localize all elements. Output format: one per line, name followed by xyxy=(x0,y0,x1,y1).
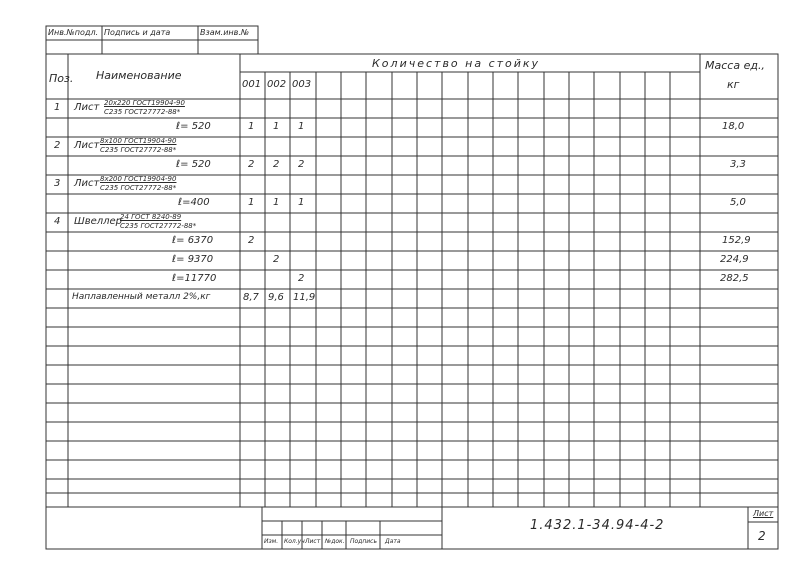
weld-metal-q3: 11,9 xyxy=(293,292,316,303)
weld-metal-q2: 9,6 xyxy=(268,292,284,303)
row-4c-q3: 2 xyxy=(298,273,305,284)
row-2-pos: 2 xyxy=(54,140,61,151)
row-2-mass: 3,3 xyxy=(730,159,746,170)
header-quantity: Количество на стойку xyxy=(372,57,541,70)
row-3-length: ℓ=400 xyxy=(178,197,210,208)
row-4c-length: ℓ=11770 xyxy=(172,273,217,284)
footer-col-change: Изм. xyxy=(264,538,279,545)
header-variant-003: 003 xyxy=(292,79,312,90)
row-4c-mass: 282,5 xyxy=(720,273,749,284)
row-1-length: ℓ= 520 xyxy=(176,121,211,132)
row-4b-q2: 2 xyxy=(273,254,280,265)
row-3-q2: 1 xyxy=(273,197,280,208)
row-1-prefix: Лист xyxy=(74,102,100,113)
footer-col-count: Кол.уч xyxy=(284,538,305,545)
header-variant-002: 002 xyxy=(267,79,287,90)
row-4a-mass: 152,9 xyxy=(722,235,751,246)
row-2-spec-bottom: С235 ГОСТ27772-88* xyxy=(100,146,177,154)
footer-col-signature: Подпись xyxy=(350,538,377,545)
header-pos: Поз. xyxy=(49,72,74,85)
row-4-spec-top: 24 ГОСТ 8240-89 xyxy=(120,213,182,221)
header-name: Наименование xyxy=(96,69,182,82)
row-1-pos: 1 xyxy=(54,102,61,113)
row-4-prefix: Швеллер xyxy=(74,216,123,227)
row-3-q3: 1 xyxy=(298,197,305,208)
row-3-mass: 5,0 xyxy=(730,197,746,208)
row-3-q1: 1 xyxy=(248,197,255,208)
row-3-spec-top: 8х200 ГОСТ19904-90 xyxy=(100,175,177,183)
row-2-q3: 2 xyxy=(298,159,305,170)
row-1-mass: 18,0 xyxy=(722,121,745,132)
weld-metal-q1: 8,7 xyxy=(243,292,259,303)
row-1-q3: 1 xyxy=(298,121,305,132)
row-2-length: ℓ= 520 xyxy=(176,159,211,170)
row-4a-q1: 2 xyxy=(248,235,255,246)
row-4-pos: 4 xyxy=(54,216,61,227)
footer-col-sheet: Лист xyxy=(305,538,321,545)
row-2-prefix: Лист xyxy=(74,140,100,151)
sheet-number: 2 xyxy=(758,529,766,543)
header-variant-001: 001 xyxy=(242,79,262,90)
row-1-q2: 1 xyxy=(273,121,280,132)
footer-col-date: Дата xyxy=(385,538,401,545)
row-4b-mass: 224,9 xyxy=(720,254,749,265)
stamp-inv-no: Инв.№подл. xyxy=(48,28,99,37)
row-3-prefix: Лист xyxy=(74,178,100,189)
row-1-q1: 1 xyxy=(248,121,255,132)
row-1-spec-top: 20х220 ГОСТ19904-90 xyxy=(104,99,185,107)
stamp-signature-date: Подпись и дата xyxy=(104,28,171,37)
header-mass-1: Масса ед., xyxy=(705,59,765,72)
stamp-replace-inv: Взам.инв.№ xyxy=(200,28,250,37)
row-4-spec-bottom: С235 ГОСТ27772-88* xyxy=(120,222,197,230)
row-3-pos: 3 xyxy=(54,178,61,189)
row-1-spec-bottom: С235 ГОСТ27772-88* xyxy=(104,108,181,116)
document-code: 1.432.1-34.94-4-2 xyxy=(530,518,665,533)
row-3-spec-bottom: С235 ГОСТ27772-88* xyxy=(100,184,177,192)
weld-metal-name: Наплавленный металл 2%,кг xyxy=(72,292,211,302)
header-mass-2: кг xyxy=(727,78,740,91)
row-2-q2: 2 xyxy=(273,159,280,170)
row-2-spec-top: 8х100 ГОСТ19904-90 xyxy=(100,137,177,145)
footer-col-docno: №док. xyxy=(325,538,345,545)
sheet-label: Лист xyxy=(753,509,774,518)
row-2-q1: 2 xyxy=(248,159,255,170)
row-4a-length: ℓ= 6370 xyxy=(172,235,214,246)
row-4b-length: ℓ= 9370 xyxy=(172,254,214,265)
